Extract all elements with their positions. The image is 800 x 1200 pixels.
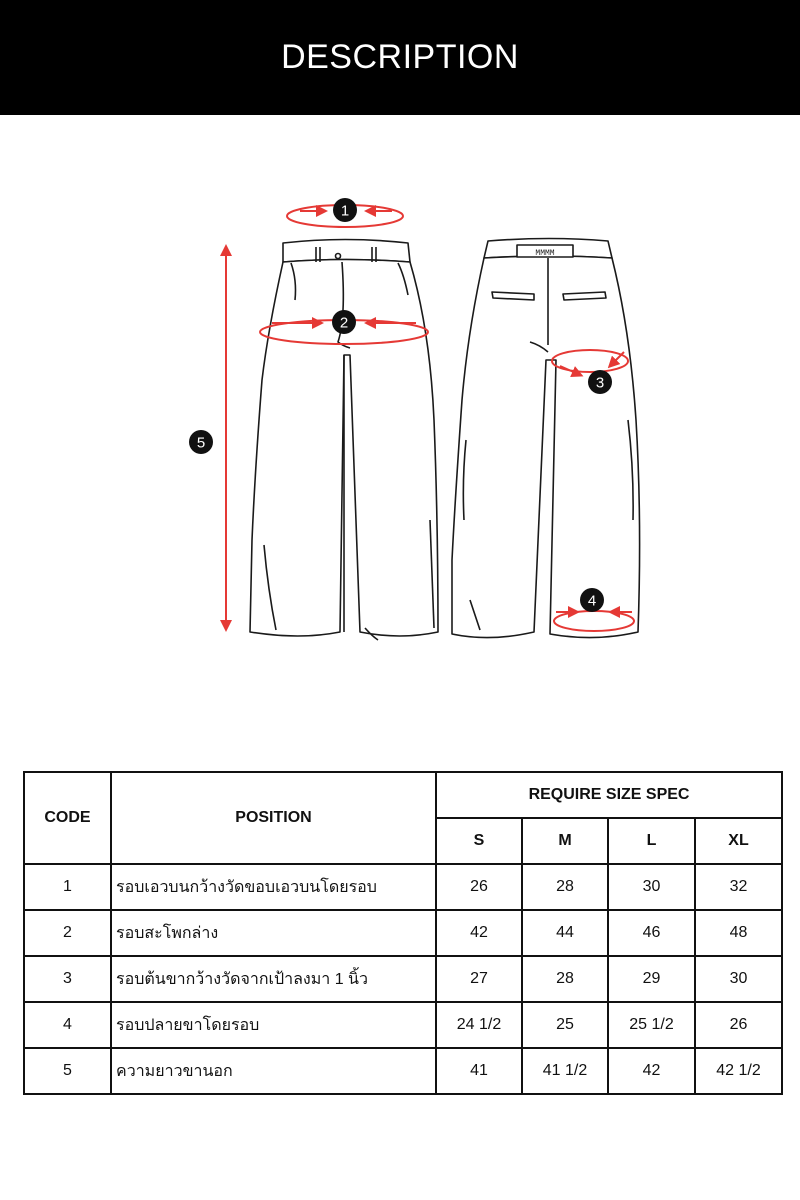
table-header-row — [24, 772, 782, 818]
row-value-s: 24 1/2 — [436, 1002, 522, 1048]
row-position: รอบสะโพกล่าง — [111, 910, 436, 956]
waistband-tag-text: MMMM — [535, 249, 555, 258]
code-header: CODE — [24, 772, 111, 864]
page-title: DESCRIPTION — [281, 38, 519, 76]
row-code: 4 — [24, 1002, 111, 1048]
row-position: รอบต้นขากว้างวัดจากเป้าลงมา 1 นิ้ว — [111, 956, 436, 1002]
row-code: 2 — [24, 910, 111, 956]
row-value-l: 30 — [608, 864, 695, 910]
spec-header: REQUIRE SIZE SPEC — [436, 772, 782, 818]
marker-1-label: 1 — [340, 202, 350, 220]
row-value-s: 26 — [436, 864, 522, 910]
row-value-s: 42 — [436, 910, 522, 956]
pants-illustration — [0, 115, 800, 755]
row-value-xl: 30 — [695, 956, 782, 1002]
row-code: 5 — [24, 1048, 111, 1094]
row-value-xl: 32 — [695, 864, 782, 910]
table-row — [24, 956, 782, 1002]
size-header-m: M — [522, 818, 608, 864]
size-header-s: S — [436, 818, 522, 864]
row-position: รอบปลายขาโดยรอบ — [111, 1002, 436, 1048]
back-pants-drawing — [452, 239, 640, 638]
measurement-diagram — [0, 115, 800, 755]
row-value-s: 41 — [436, 1048, 522, 1094]
row-code: 3 — [24, 956, 111, 1002]
row-position: ความยาวขานอก — [111, 1048, 436, 1094]
size-spec-table — [23, 771, 783, 1095]
row-value-m: 28 — [522, 864, 608, 910]
row-code: 1 — [24, 864, 111, 910]
row-value-m: 25 — [522, 1002, 608, 1048]
marker-4-label: 4 — [587, 592, 597, 610]
row-value-xl: 48 — [695, 910, 782, 956]
row-value-m: 28 — [522, 956, 608, 1002]
table-row — [24, 910, 782, 956]
row-value-xl: 26 — [695, 1002, 782, 1048]
table-row — [24, 864, 782, 910]
header-banner — [0, 0, 800, 115]
table-row — [24, 1002, 782, 1048]
size-header-xl: XL — [695, 818, 782, 864]
marker-2-label: 2 — [339, 314, 349, 332]
front-pants-drawing — [250, 240, 438, 641]
table-row — [24, 1048, 782, 1094]
row-value-l: 42 — [608, 1048, 695, 1094]
row-value-m: 44 — [522, 910, 608, 956]
row-value-s: 27 — [436, 956, 522, 1002]
size-header-l: L — [608, 818, 695, 864]
measure-outseam — [189, 250, 226, 626]
marker-3-label: 3 — [595, 374, 605, 392]
row-position: รอบเอวบนกว้างวัดขอบเอวบนโดยรอบ — [111, 864, 436, 910]
row-value-l: 29 — [608, 956, 695, 1002]
measure-waist — [287, 198, 403, 227]
row-value-l: 46 — [608, 910, 695, 956]
row-value-l: 25 1/2 — [608, 1002, 695, 1048]
position-header: POSITION — [111, 772, 436, 864]
row-value-m: 41 1/2 — [522, 1048, 608, 1094]
marker-5-label: 5 — [196, 434, 206, 452]
row-value-xl: 42 1/2 — [695, 1048, 782, 1094]
